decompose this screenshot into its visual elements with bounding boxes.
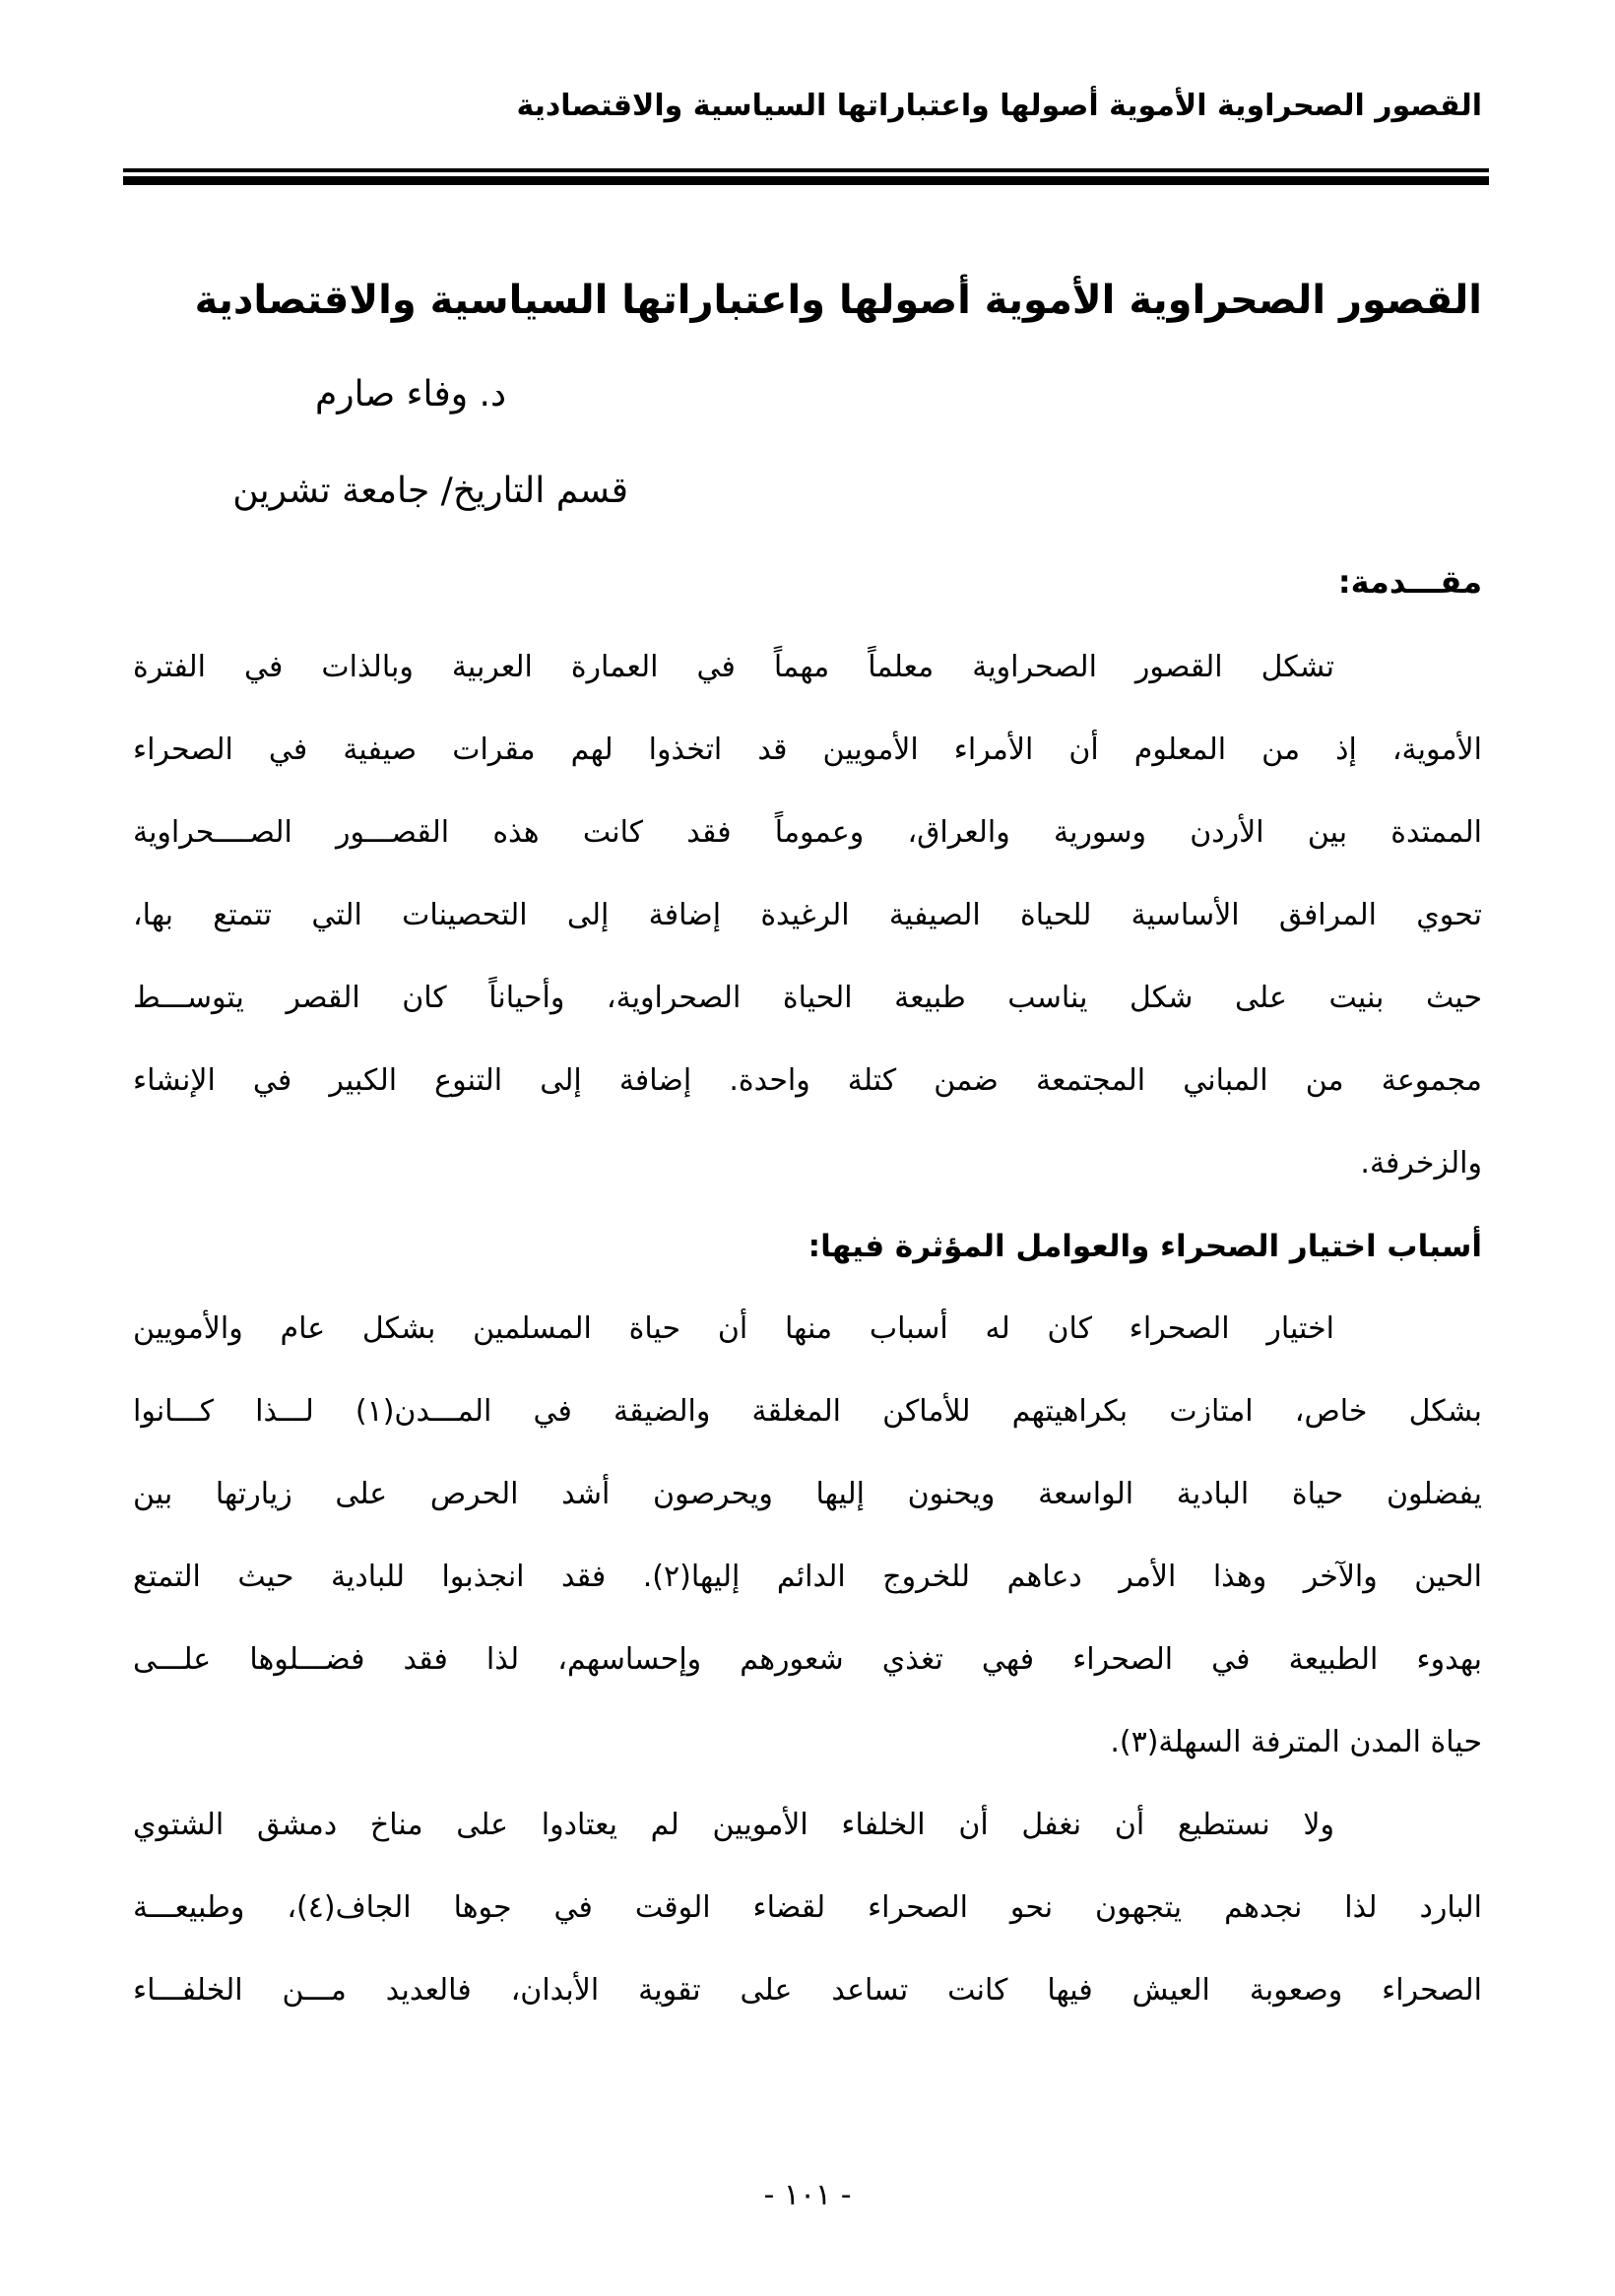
body-text [133, 626, 1482, 2032]
text-line: يفضلون حياة البادية الواسعة ويحنون إليها ويحرصون أشد الحرص على زيارتها بين [133, 1477, 1482, 1511]
author-affiliation: قسم التاريخ/ جامعة تشرين [232, 471, 628, 511]
header-rule-thin [123, 168, 1489, 172]
text-line: تشكل القصور الصحراوية معلماً مهماً في العمارة العربية وبالذات في الفترة [133, 650, 1334, 684]
text-line: بشكل خاص، امتازت بكراهيتهم للأماكن المغلقة والضيقة في المـــدن(١) لـــذا كـــانوا [133, 1394, 1482, 1429]
text-line: ولا نستطيع أن نغفل أن الخلفاء الأمويين لم يعتادوا على مناخ دمشق الشتوي [133, 1808, 1334, 1842]
page-number: - ١٠١ - [763, 2178, 852, 2212]
header-rule-thick [123, 176, 1489, 185]
intro-heading: مقـــدمة: [1337, 563, 1482, 601]
author-name: د. وفاء صارم [314, 374, 506, 415]
text-line: الممتدة بين الأردن وسورية والعراق، وعموماً فقد كانت هذه القصـــور الصــــحراوية [133, 815, 1482, 850]
text-line: اختيار الصحراء كان له أسباب منها أن حياة المسلمين بشكل عام والأمويين [133, 1311, 1334, 1346]
text-line: تحوي المرافق الأساسية للحياة الصيفية الرغيدة إضافة إلى التحصينات التي تتمتع بها، [133, 898, 1482, 932]
text-line: الأموية، إذ من المعلوم أن الأمراء الأمويين قد اتخذوا لهم مقرات صيفية في الصحراء [133, 733, 1482, 767]
text-line: الصحراء وصعوبة العيش فيها كانت تساعد على تقوية الأبدان، فالعديد مـــن الخلفـــاء [133, 1973, 1482, 2008]
text-line: والزخرفة. [1360, 1146, 1482, 1180]
section-heading: أسباب اختيار الصحراء والعوامل المؤثرة فيها: [808, 1229, 1482, 1264]
text-line: الحين والآخر وهذا الأمر دعاهم للخروج الدائم إليها(٢). فقد انجذبوا للبادية حيث التمتع [133, 1560, 1482, 1594]
text-line: البارد لذا نجدهم يتجهون نحو الصحراء لقضاء الوقت في جوها الجاف(٤)، وطبيعـــة [133, 1890, 1482, 1925]
text-line: حيث بنيت على شكل يناسب طبيعة الحياة الصحراوية، وأحياناً كان القصر يتوســـط [133, 981, 1482, 1015]
text-line: حياة المدن المترفة السهلة(٣). [1110, 1725, 1482, 1759]
article-title: القصور الصحراوية الأموية أصولها واعتباراتها السياسية والاقتصادية [194, 278, 1482, 323]
text-line: بهدوء الطبيعة في الصحراء فهي تغذي شعورهم وإحساسهم، لذا فقد فضـــلوها علـــى [133, 1642, 1482, 1677]
running-head: القصور الصحراوية الأموية أصولها واعتباراتها السياسية والاقتصادية [516, 89, 1482, 123]
text-line: مجموعة من المباني المجتمعة ضمن كتلة واحدة. إضافة إلى التنوع الكبير في الإنشاء [133, 1063, 1482, 1098]
